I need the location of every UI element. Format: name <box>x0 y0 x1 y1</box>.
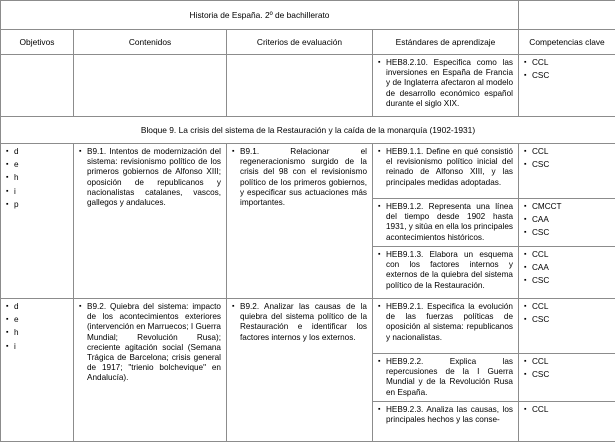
contenidos-cell <box>74 55 227 117</box>
estandar-text: ▪ HEB9.2.3. Analiza las causas, los principales hechos y las conse- <box>378 405 513 425</box>
criterios-cell <box>227 55 373 117</box>
estandar-text: ▪ HEB9.1.3. Elabora un esquema con los factores internos y externos de la quiebra del sistema político de la Restauración. <box>378 250 513 291</box>
objetivo-item: ▪ i <box>6 342 68 352</box>
objetivos-cell <box>1 144 74 299</box>
objetivo-item: ▪ d <box>6 147 68 157</box>
criterio-text: ▪ B9.1. Relacionar el regeneracionismo surgido de la crisis del 98 con el revisionismo político de los primeros gobiernos, y especificar sus actuaciones más importantes. <box>232 147 367 208</box>
estandar-text: ▪ HEB9.1.2. Representa una línea del tiempo desde 1902 hasta 1931, y sitúa en ella los principales acontecimientos históricos. <box>378 202 513 243</box>
table-row <box>1 144 615 199</box>
objetivo-item: ▪ i <box>6 187 68 197</box>
col-header-estandares: Estándares de aprendizaje <box>373 30 519 55</box>
competencia-item: ▪ CSC <box>524 370 610 380</box>
competencia-item: ▪ CMCCT <box>524 202 610 212</box>
estandar-text: ▪ HEB9.2.1. Especifica la evolución de las fuerzas políticas de oposición al sistema: republicanos y nacionalistas. <box>378 302 513 343</box>
objetivo-item: ▪ e <box>6 315 68 325</box>
competencias-cell <box>519 144 615 199</box>
estandar-text: ▪ HEB8.2.10. Especifica como las inversiones en España de Francia y de Inglaterra afectaron al modelo de desarrollo económico español durante el siglo XIX. <box>378 58 513 109</box>
competencia-item: ▪ CSC <box>524 276 610 286</box>
estandar-cell <box>373 299 519 354</box>
contenidos-cell <box>74 144 227 299</box>
competencia-item: ▪ CCL <box>524 405 610 415</box>
competencia-item: ▪ CSC <box>524 228 610 238</box>
competencia-item: ▪ CSC <box>524 315 610 325</box>
competencia-item: ▪ CCL <box>524 147 610 157</box>
competencias-cell <box>519 299 615 354</box>
objetivos-cell <box>1 299 74 442</box>
objetivo-item: ▪ d <box>6 302 68 312</box>
competencia-item: ▪ CSC <box>524 160 610 170</box>
title-blank-cell <box>519 1 615 30</box>
competencias-cell <box>519 199 615 247</box>
competencia-item: ▪ CCL <box>524 302 610 312</box>
criterios-cell <box>227 299 373 442</box>
bloque-title: Bloque 9. La crisis del sistema de la Restauración y la caída de la monarquía (1902-1931) <box>1 117 615 144</box>
table-row <box>1 299 615 354</box>
competencia-item: ▪ CCL <box>524 58 610 68</box>
competencia-item: ▪ CAA <box>524 263 610 273</box>
competencia-item: ▪ CCL <box>524 357 610 367</box>
objetivo-item: ▪ h <box>6 173 68 183</box>
estandar-cell <box>373 354 519 402</box>
col-header-criterios: Criterios de evaluación <box>227 30 373 55</box>
estandar-text: ▪ HEB9.1.1. Define en qué consistió el revisionismo político inicial del reinado de Alfonso XIII, y las principales medidas adoptadas. <box>378 147 513 188</box>
table-row-continuation <box>1 55 615 117</box>
competencias-cell <box>519 55 615 117</box>
estandar-cell <box>373 144 519 199</box>
estandar-cell <box>373 55 519 117</box>
table-title: Historia de España. 2º de bachillerato <box>1 1 519 30</box>
estandar-cell <box>373 401 519 441</box>
objetivo-item: ▪ p <box>6 200 68 210</box>
contenido-text: ▪ B9.1. Intentos de modernización del sistema: revisionismo político de los primeros gobiernos de Alfonso XIII; oposición de republicanos y nacionalistas catalanes, vascos, gallegos y andaluces. <box>79 147 221 208</box>
competencias-cell <box>519 401 615 441</box>
col-header-contenidos: Contenidos <box>74 30 227 55</box>
objetivos-cell <box>1 55 74 117</box>
estandar-cell <box>373 199 519 247</box>
competencia-item: ▪ CSC <box>524 71 610 81</box>
col-header-competencias: Competencias clave <box>519 30 615 55</box>
estandar-text: ▪ HEB9.2.2. Explica las repercusiones de la I Guerra Mundial y de la Revolución Rusa en España. <box>378 357 513 398</box>
estandar-cell <box>373 247 519 299</box>
criterios-cell <box>227 144 373 299</box>
competencias-cell <box>519 354 615 402</box>
column-header-row <box>1 30 615 55</box>
contenidos-cell <box>74 299 227 442</box>
competencia-item: ▪ CAA <box>524 215 610 225</box>
bloque-row <box>1 117 615 144</box>
contenido-text: ▪ B9.2. Quiebra del sistema: impacto de los acontecimientos exteriores (intervención en Marruecos; I Guerra Mundial; Revolución Rusa); creciente agitación social (Semana Trágica de Barcelona; crisis general de 1917; "trienio bolchevique" en Andalucía). <box>79 302 221 384</box>
objetivo-item: ▪ e <box>6 160 68 170</box>
criterio-text: ▪ B9.2. Analizar las causas de la quiebra del sistema político de la Restauración e identificar los factores internos y los externos. <box>232 302 367 343</box>
objetivo-item: ▪ h <box>6 328 68 338</box>
title-row <box>1 1 615 30</box>
col-header-objetivos: Objetivos <box>1 30 74 55</box>
competencias-cell <box>519 247 615 299</box>
competencia-item: ▪ CCL <box>524 250 610 260</box>
